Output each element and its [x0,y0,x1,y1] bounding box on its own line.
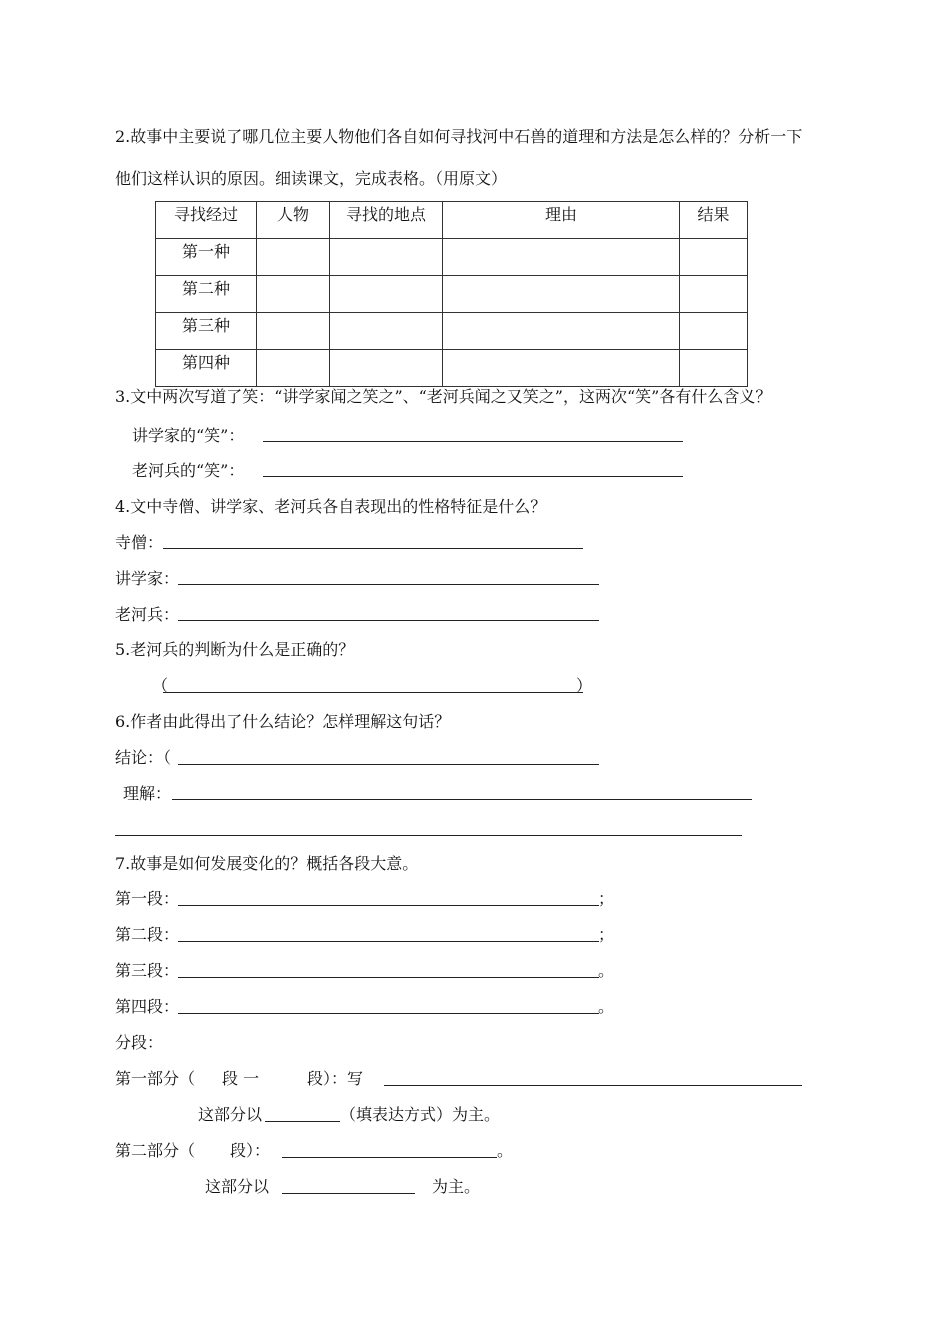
q4-answer-line-3[interactable] [178,620,599,621]
table-row [156,239,748,276]
q3-label-jiangxuejia: 讲学家的“笑”： [132,426,245,445]
row-label-cell: 第三种 [156,313,257,350]
q2-line2: 他们这样认识的原因。细读课文，完成表格。（用原文） [115,169,508,188]
answer-cell[interactable] [680,350,748,387]
table-header-cell: 人物 [257,202,330,239]
q7-para2-line[interactable] [178,941,599,942]
q4-question: 4.文中寺僧、讲学家、老河兵各自表现出的性格特征是什么？ [115,497,547,516]
q6-label-jielun: 结论：（ [115,748,172,767]
table-header-cell: 寻找经过 [156,202,257,239]
q7-part2-period: 。 [497,1141,514,1160]
table-header-row [156,202,748,239]
q7-part1-note-b: （填表达方式）为主。 [340,1105,501,1124]
q3-label-laohebing: 老河兵的“笑”： [132,461,245,480]
q5-question: 5.老河兵的判断为什么是正确的？ [115,640,355,659]
q7-para2-semicolon: ； [598,925,615,944]
q6-label-lijie: 理解： [123,784,172,803]
q4-answer-line-2[interactable] [178,584,599,585]
q7-part2-method-line[interactable] [282,1193,415,1194]
q5-answer-line[interactable] [163,692,583,693]
answer-cell[interactable] [257,350,330,387]
answer-cell[interactable] [443,313,680,350]
answer-cell[interactable] [443,350,680,387]
answer-cell[interactable] [257,239,330,276]
row-label-cell: 第二种 [156,276,257,313]
answer-cell[interactable] [330,350,443,387]
q7-question: 7.故事是如何发展变化的？概括各段大意。 [115,854,419,873]
q4-label-laohebing: 老河兵： [115,605,180,624]
answer-cell[interactable] [443,239,680,276]
row-label-cell: 第一种 [156,239,257,276]
answer-cell[interactable] [443,276,680,313]
q4-label-siseng: 寺僧： [115,533,164,552]
q7-label-para3: 第三段： [115,961,180,980]
q7-label-para1: 第一段： [115,889,180,908]
answer-cell[interactable] [680,313,748,350]
table-row [156,350,748,387]
q7-part1-method-line[interactable] [265,1121,340,1122]
q7-para3-period: 。 [598,961,615,980]
q7-para1-semicolon: ； [598,889,615,908]
q4-label-jiangxuejia: 讲学家： [115,569,180,588]
q7-para4-line[interactable] [178,1013,599,1014]
q7-part1-line[interactable] [384,1085,802,1086]
answer-cell[interactable] [257,313,330,350]
q6-understanding-line-1[interactable] [172,799,752,800]
answer-cell[interactable] [680,276,748,313]
q7-part1-write: 段）：写 [307,1069,364,1088]
q4-answer-line-1[interactable] [163,548,583,549]
q7-part2-range: 段）： [230,1141,271,1160]
answer-cell[interactable] [257,276,330,313]
answer-cell[interactable] [330,276,443,313]
q7-part1-note-a: 这部分以 [198,1105,263,1124]
q6-question: 6.作者由此得出了什么结论？怎样理解这句话？ [115,712,451,731]
q7-part1-range: 段 一 [222,1069,260,1088]
q7-para1-line[interactable] [178,905,599,906]
q5-close-paren: ） [576,676,593,695]
q7-part2-note-b: 为主。 [432,1177,481,1196]
answer-cell[interactable] [680,239,748,276]
table-row [156,313,748,350]
q7-para3-line[interactable] [178,977,599,978]
table-header-cell: 结果 [680,202,748,239]
q5-open-paren: （ [152,676,169,695]
table-header-cell: 理由 [443,202,680,239]
q3-answer-line-2[interactable] [263,476,683,477]
q7-fenduan-label: 分段： [115,1033,164,1052]
q6-understanding-line-2[interactable] [115,835,742,836]
q7-part2-line[interactable] [282,1157,497,1158]
q7-para4-period: 。 [598,997,615,1016]
q7-part1-label: 第一部分（ [115,1069,196,1088]
q7-part2-label: 第二部分（ [115,1141,196,1160]
search-table [155,201,748,387]
table-header-cell: 寻找的地点 [330,202,443,239]
q7-part2-note-a: 这部分以 [205,1177,270,1196]
q7-label-para2: 第二段： [115,925,180,944]
q7-label-para4: 第四段： [115,997,180,1016]
q3-question: 3.文中两次写道了笑：“讲学家闻之笑之”、“老河兵闻之又笑之”，这两次“笑”各有什么含义？ [115,387,772,406]
answer-cell[interactable] [330,239,443,276]
answer-cell[interactable] [330,313,443,350]
q6-conclusion-line[interactable] [178,764,599,765]
q2-line1: 2.故事中主要说了哪几位主要人物他们各自如何寻找河中石兽的道理和方法是怎么样的？分析一下 [115,127,803,146]
table-row [156,276,748,313]
q3-answer-line-1[interactable] [263,441,683,442]
row-label-cell: 第四种 [156,350,257,387]
